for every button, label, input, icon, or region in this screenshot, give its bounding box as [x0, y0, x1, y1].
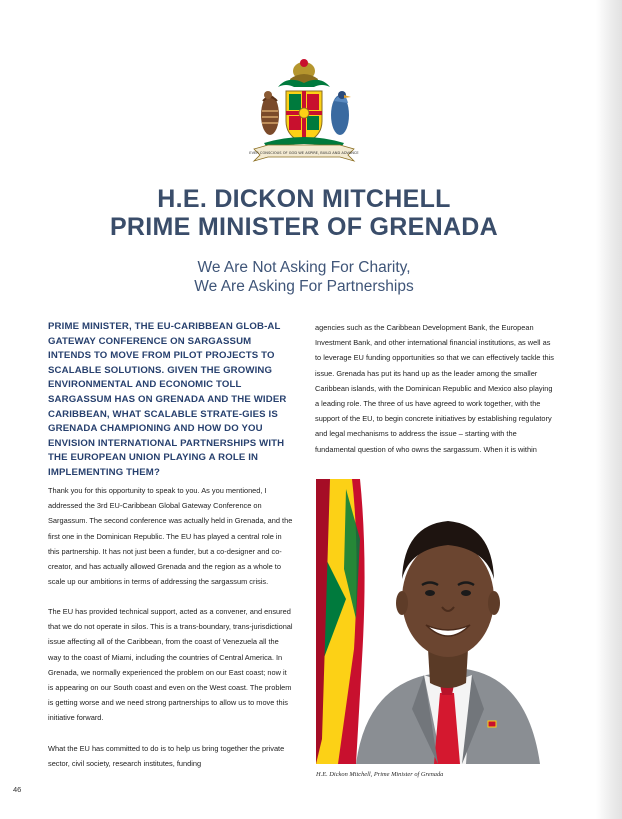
page-number: 46 [13, 785, 22, 794]
title-name: H.E. DICKON MITCHELL [157, 185, 451, 213]
subtitle-line-2: We Are Asking For Partnerships [194, 278, 414, 295]
grenada-coat-of-arms-icon [248, 57, 360, 165]
answer-paragraph-3: What the EU has committed to do is to help us bring together the private sector, civil society, research institutes, funding [48, 744, 285, 769]
flag-lapel-pin-icon [488, 721, 496, 727]
emblem-motto: EVER CONSCIOUS OF GOD WE ASPIRE, BUILD AND ADVANCE [249, 151, 359, 155]
answer-paragraph-2: The EU has provided technical support, acted as a convener, and ensured that we do not operate in silos. This is a trans-boundary, trans-jurisdictional issue affecting all of the Caribbean, from the coast of Venezuela all the way to the coast of Miami, including the countries of Central America. In Grenada, we normally experienced the problem on our East coast; now it is appearing on our South coast and even on the West coast. The problem is getting worse and we need strong partnerships to allow us to move this initiative forward. [48, 607, 293, 723]
subtitle-line-1: We Are Not Asking For Charity, [197, 259, 411, 276]
portrait-face [402, 541, 494, 657]
answer-paragraph-right-column: agencies such as the Caribbean Development Bank, the European Investment Bank, and other international financial institutions, as well as to leverage EU funding opportunities so that we can effectively tackle this issue. Grenada has put its hand up as the leader among the smaller Caribbean islands, with the Dominican Republic and Mexico also playing a leading role. The three of us have agreed to work together, with the support of the EU, to begin concrete initiatives by establishing regulatory and legal mechanisms to address the issue – starting with the fundamental question of who owns the sargassum. When it is within [315, 323, 554, 454]
prime-minister-photo [316, 479, 556, 764]
page-edge-shadow [596, 0, 622, 819]
photo-caption: H.E. Dickon Mitchell, Prime Minister of Grenada [316, 771, 444, 778]
title-role: PRIME MINISTER OF GRENADA [109, 213, 499, 241]
interview-question: PRIME MINISTER, THE EU-CARIBBEAN GLOB-AL GATEWAY CONFERENCE ON SARGASSUM INTENDS TO MOVE FROM PILOT PROJECTS TO SCALABLE SOLUTIONS. GIVEN THE GROWING ENVIRONMENTAL AND ECONOMIC TOLL SARGASSUM HAS ON GRENADA AND THE WIDER CARIBBEAN, WHAT SCALABLE STRATE-GIES IS GRENADA CHAMPIONING AND HOW DO YOU ENVISION INTERNATIONAL PARTNERSHIPS WITH THE EUROPEAN UNION PLAYING A ROLE IN IMPLEMENTING THEM? [48, 321, 287, 478]
answer-paragraph-1: Thank you for this opportunity to speak to you. As you mentioned, I addressed the 3rd EU-Caribbean Global Gateway Conference on Sargassum. The second conference was actually held in Grenada, and the first one in the Dominican Republic. The EU has played a central role in this partnership. It has not just been a funder, but a co-designer and co-creator, and has actually allowed Grenada and the region as a whole to scale up our ambitions in terms of addressing the sargassum crisis. [48, 486, 293, 587]
